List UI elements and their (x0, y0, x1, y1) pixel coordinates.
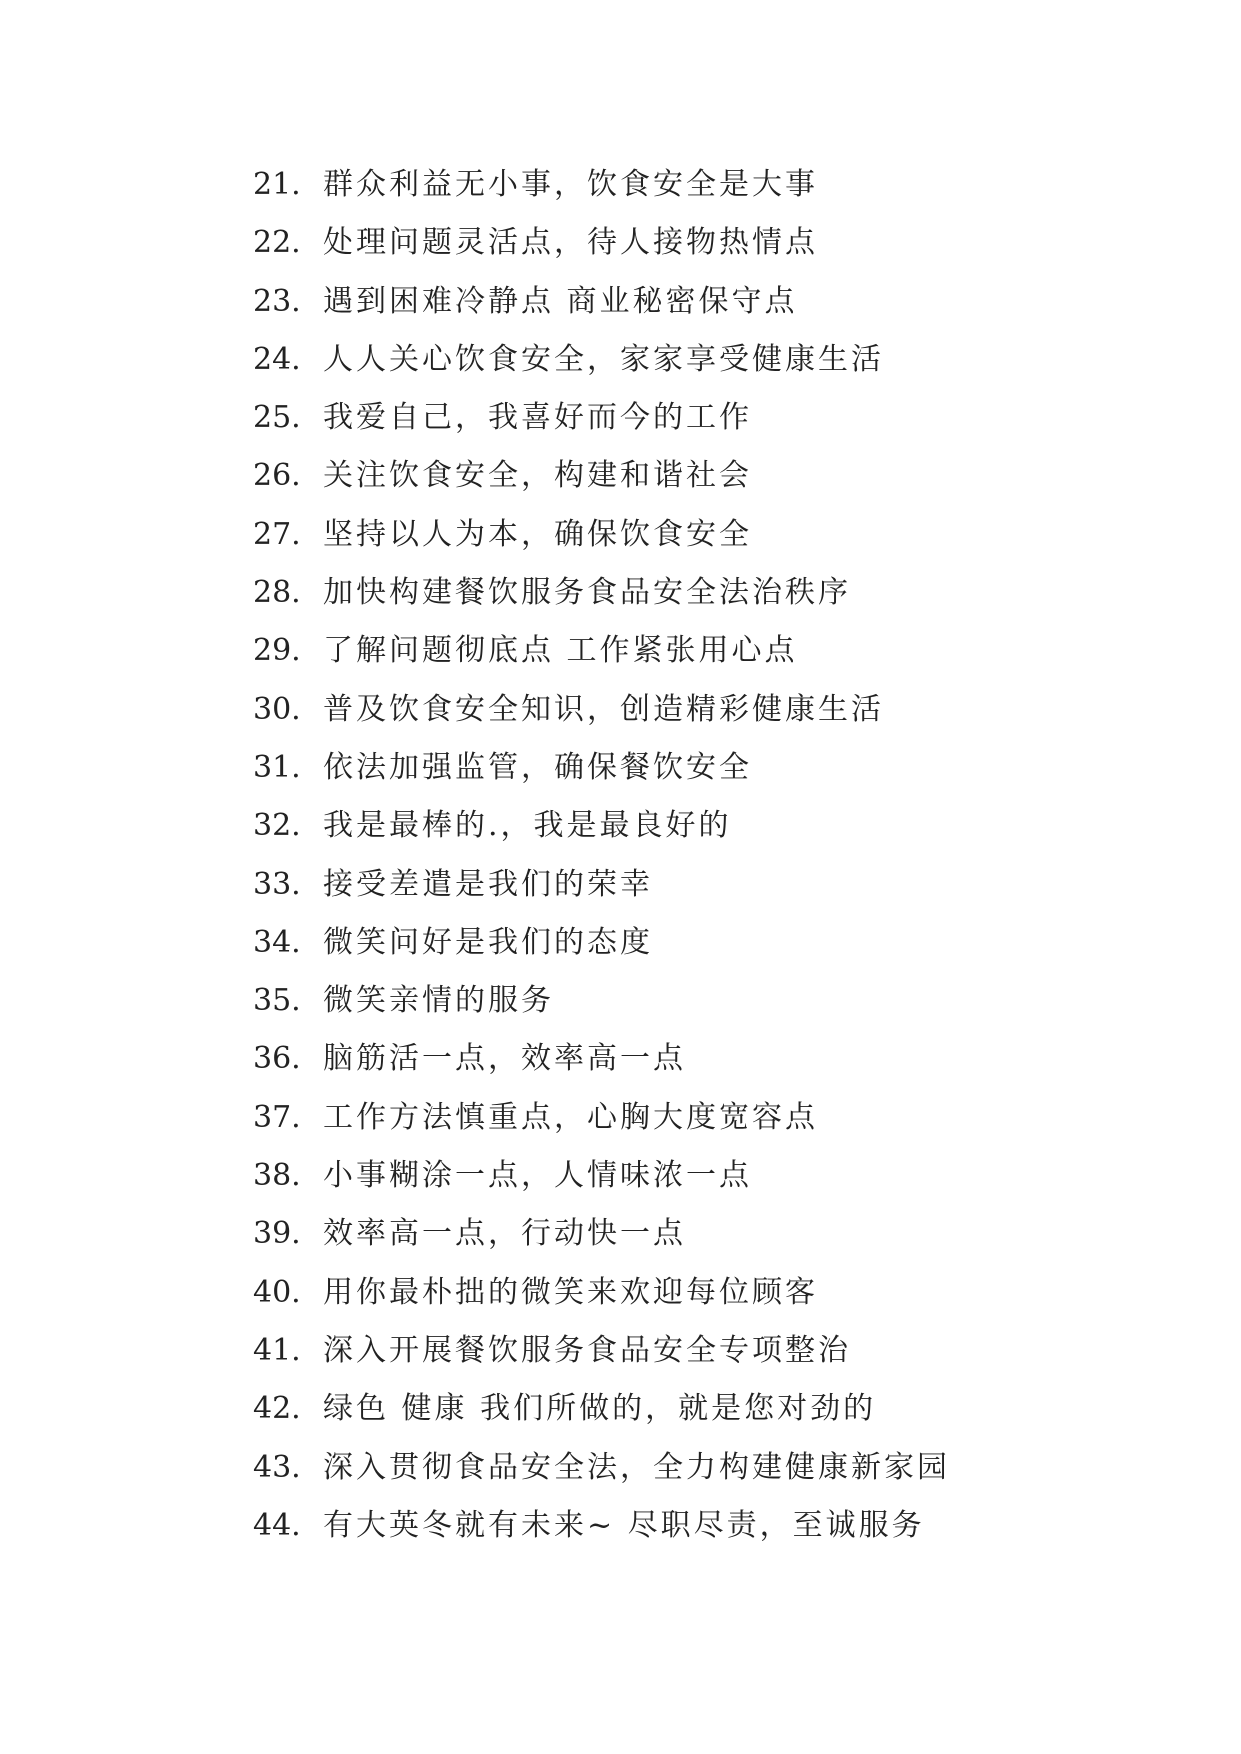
list-item (253, 972, 950, 1030)
list-item (253, 797, 950, 855)
list-item (253, 1497, 950, 1555)
item-text: 坚持以人为本，确保饮食安全 (323, 516, 752, 552)
item-number: 30. (253, 691, 301, 727)
list-item (253, 214, 950, 272)
item-text: 依法加强监管，确保餐饮安全 (323, 749, 752, 785)
list-item (253, 1205, 950, 1263)
item-text: 了解问题彻底点 工作紧张用心点 (323, 633, 798, 669)
item-text: 小事糊涂一点，人情味浓一点 (323, 1158, 752, 1194)
item-number: 36. (253, 1041, 301, 1077)
item-number: 32. (253, 808, 301, 844)
item-number: 40. (253, 1274, 301, 1310)
item-number: 37. (253, 1099, 301, 1135)
item-text: 关注饮食安全，构建和谐社会 (323, 458, 752, 494)
item-number: 29. (253, 633, 301, 669)
item-number: 23. (253, 283, 301, 319)
list-item (253, 1264, 950, 1322)
list-item (253, 1322, 950, 1380)
item-number: 31. (253, 749, 301, 785)
list-item (253, 1030, 950, 1088)
item-text: 接受差遣是我们的荣幸 (323, 866, 653, 902)
list-item (253, 739, 950, 797)
item-number: 34. (253, 924, 301, 960)
item-number: 35. (253, 983, 301, 1019)
item-number: 33. (253, 866, 301, 902)
list-item (253, 447, 950, 505)
item-number: 21. (253, 167, 301, 202)
list-item (253, 506, 950, 564)
item-text: 处理问题灵活点，待人接物热情点 (323, 225, 818, 261)
item-text: 遇到困难冷静点 商业秘密保守点 (323, 283, 798, 319)
item-text: 绿色 健康 我们所做的，就是您对劲的 (323, 1391, 877, 1427)
item-number: 41. (253, 1332, 301, 1368)
list-item (253, 914, 950, 972)
item-text: 微笑亲情的服务 (323, 983, 554, 1019)
item-text: 人人关心饮食安全，家家享受健康生活 (323, 341, 884, 377)
item-text: 深入开展餐饮服务食品安全专项整治 (323, 1332, 851, 1368)
list-item (253, 273, 950, 331)
item-text: 微笑问好是我们的态度 (323, 924, 653, 960)
item-number: 26. (253, 458, 301, 494)
item-text: 我是最棒的.，我是最良好的 (323, 808, 732, 844)
list-item (253, 1380, 950, 1438)
item-number: 28. (253, 575, 301, 611)
list-item (253, 389, 950, 447)
item-number: 42. (253, 1391, 301, 1427)
list-item (253, 856, 950, 914)
item-number: 22. (253, 225, 301, 261)
item-number: 43. (253, 1449, 301, 1485)
list-item (253, 331, 950, 389)
item-text: 加快构建餐饮服务食品安全法治秩序 (323, 575, 851, 611)
item-text: 有大英冬就有未来~ 尽职尽责，至诚服务 (323, 1507, 925, 1543)
item-text: 用你最朴拙的微笑来欢迎每位顾客 (323, 1274, 818, 1310)
item-number: 25. (253, 400, 301, 436)
item-text: 深入贯彻食品安全法，全力构建健康新家园 (323, 1449, 950, 1485)
item-number: 27. (253, 516, 301, 552)
item-text: 脑筋活一点，效率高一点 (323, 1041, 686, 1077)
list-item (253, 156, 950, 214)
slogan-list (253, 156, 950, 1555)
list-item (253, 681, 950, 739)
item-number: 44. (253, 1507, 301, 1543)
item-number: 39. (253, 1216, 301, 1252)
item-text: 群众利益无小事，饮食安全是大事 (323, 167, 818, 202)
list-item (253, 1089, 950, 1147)
item-number: 24. (253, 341, 301, 377)
item-text: 普及饮食安全知识，创造精彩健康生活 (323, 691, 884, 727)
list-item (253, 1439, 950, 1497)
item-text: 工作方法慎重点，心胸大度宽容点 (323, 1099, 818, 1135)
list-item (253, 1147, 950, 1205)
list-item (253, 564, 950, 622)
list-item (253, 622, 950, 680)
item-number: 38. (253, 1158, 301, 1194)
item-text: 我爱自己，我喜好而今的工作 (323, 400, 752, 436)
item-text: 效率高一点，行动快一点 (323, 1216, 686, 1252)
